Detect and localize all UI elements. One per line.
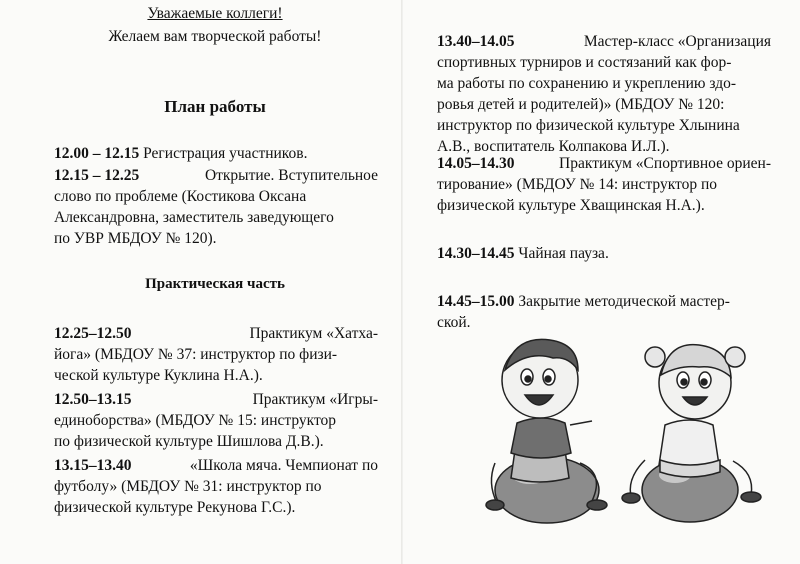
desc-line: Закрытие методической мастер- [518, 293, 730, 310]
desc-line: йога» (МБДОУ № 37: инструктор по физи- [54, 346, 338, 363]
desc-line: по физической культуре Шишлова Д.В.). [54, 433, 324, 450]
desc-line: Мастер-класс «Организация [583, 33, 771, 50]
schedule-item [437, 243, 771, 264]
desc-line: по УВР МБДОУ № 120). [54, 230, 217, 247]
desc-line: ческой культуре Куклина Н.А.). [54, 367, 263, 384]
time: 14.30–14.45 [437, 245, 515, 262]
time: 13.15–13.40 [54, 457, 132, 474]
desc-line: ской. [437, 314, 471, 331]
desc-line: единоборства» (МБДОУ № 15: инструктор [54, 412, 337, 429]
desc-line: ма работы по сохранению и укреплению здо- [437, 75, 737, 92]
desc-line: А.В., воспитатель Колпакова И.Л.). [437, 138, 670, 155]
time: 12.00 – 12.15 [54, 145, 140, 162]
schedule-item [54, 143, 378, 164]
schedule-item [54, 389, 378, 452]
desc-line: Практикум «Игры- [252, 391, 378, 408]
desc-line: Александровна, заместитель заведующего [54, 209, 334, 226]
girl-figure [622, 345, 761, 522]
boy-figure [486, 339, 607, 523]
wish-text: Желаем вам творческой работы! [108, 28, 322, 45]
children-hopper-balls-illustration [485, 335, 775, 525]
time: 14.45–15.00 [437, 293, 515, 310]
time: 13.40–14.05 [437, 33, 515, 50]
desc-line: тирование» (МБДОУ № 14: инструктор по [437, 176, 718, 193]
schedule-item [437, 31, 771, 157]
desc-line: «Школа мяча. Чемпионат по [189, 457, 378, 474]
desc-line: футболу» (МБДОУ № 31: инструктор по [54, 478, 322, 495]
schedule-item [54, 455, 378, 518]
practical-title: Практическая часть [145, 276, 285, 292]
desc-line: физической культуре Хващинская Н.А.). [437, 197, 705, 214]
desc-line: Чайная пауза. [518, 245, 609, 262]
greeting: Уважаемые коллеги! [147, 5, 283, 22]
schedule-item [437, 153, 771, 216]
schedule-item [54, 165, 378, 249]
schedule-item [54, 323, 378, 386]
schedule-item [437, 291, 771, 333]
time: 12.25–12.50 [54, 325, 132, 342]
plan-title: План работы [164, 97, 266, 116]
desc-line: Практикум «Хатха- [249, 325, 378, 342]
desc-line: инструктор по физической культуре Хлынина [437, 117, 740, 134]
desc-line: Открытие. Вступительное [204, 167, 378, 184]
desc-line: слово по проблеме (Костикова Оксана [54, 188, 307, 205]
desc-line: ровья детей и родителей)» (МБДОУ № 120: [437, 96, 725, 113]
time: 12.15 – 12.25 [54, 167, 140, 184]
time: 12.50–13.15 [54, 391, 132, 408]
desc-line: спортивных турниров и состязаний как фор- [437, 54, 732, 71]
desc-line: Регистрация участников. [143, 145, 308, 162]
desc-line: Практикум «Спортивное ориен- [559, 155, 771, 172]
time: 14.05–14.30 [437, 155, 515, 172]
desc-line: физической культуре Рекунова Г.С.). [54, 499, 296, 516]
